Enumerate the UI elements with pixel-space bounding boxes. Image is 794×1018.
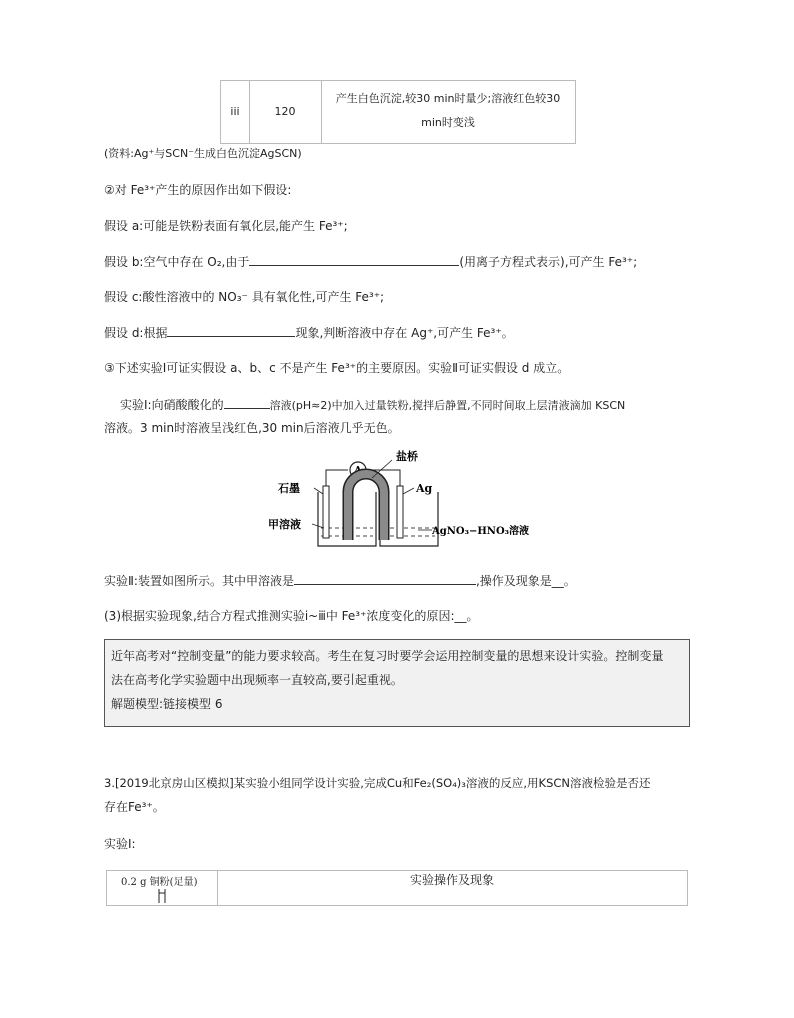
reagent-cell	[107, 871, 218, 905]
observation-line-1: 产生白色沉淀,较30 min时量少;溶液红色较30	[335, 92, 561, 105]
graphite-electrode	[323, 486, 329, 538]
question-3-stem-line-2: 存在Fe³⁺。	[104, 800, 165, 814]
hypothesis-b-prefix: 假设 b:空气中存在 O₂,由于	[104, 255, 250, 269]
table-time-cell: 120	[249, 81, 322, 143]
results-table	[220, 80, 576, 144]
galvanic-cell-diagram	[268, 450, 538, 562]
experiment-table	[106, 870, 688, 906]
hypothesis-c: 假设 c:酸性溶液中的 NO₃⁻ 具有氧化性,可产生 Fe³⁺;	[104, 290, 385, 304]
hypothesis-d	[104, 324, 514, 341]
experiment-2	[104, 572, 576, 589]
graphite-label: 石墨	[278, 482, 300, 495]
experiment-label: 实验Ⅰ:	[104, 837, 136, 851]
experiment-1-line-2: 溶液。3 min时溶液呈浅红色,30 min后溶液几乎无色。	[104, 421, 400, 435]
tip-box	[104, 639, 690, 727]
experiment-1-line-1	[120, 396, 625, 414]
tip-line-1: 近年高考对“控制变量”的能力要求较高。考生在复习时要学会运用控制变量的思想来设计实验。控制变量	[111, 649, 664, 663]
experiment-2-prefix: 实验Ⅱ:装置如图所示。其中甲溶液是	[104, 574, 294, 588]
liquid-lines	[321, 528, 435, 536]
silver-label: Ag	[416, 482, 433, 495]
solution-a-label: 甲溶液	[268, 518, 301, 531]
hypothesis-d-prefix: 假设 d:根据	[104, 326, 168, 340]
answer-blank-exp1[interactable]	[224, 396, 270, 409]
question-3-stem-line-1: 3.[2019北京房山区模拟]某实验小组同学设计实验,完成Cu和Fe₂(SO₄)₃溶液的反应,用KSCN溶液检验是否还	[104, 776, 651, 790]
source-note: (资料:Ag⁺与SCN⁻生成白色沉淀AgSCN)	[104, 147, 302, 160]
question-3-main: (3)根据实验现象,结合方程式推测实验ⅰ~ⅲ中 Fe³⁺浓度变化的原因:__。	[104, 609, 479, 623]
solution-b-label: AgNO₃−HNO₃溶液	[432, 526, 530, 537]
answer-blank-d[interactable]	[167, 324, 295, 337]
answer-blank-b[interactable]	[249, 253, 459, 266]
observation-line-2: min时变浅	[421, 116, 475, 129]
question-3-intro: ③下述实验Ⅰ可证实假设 a、b、c 不是产生 Fe³⁺的主要原因。实验Ⅱ可证实假设 d 成立。	[104, 361, 570, 375]
hypothesis-b-suffix: (用离子方程式表示),可产生 Fe³⁺;	[459, 255, 638, 269]
hypothesis-d-suffix: 现象,判断溶液中存在 Ag⁺,可产生 Fe³⁺。	[295, 326, 514, 340]
experiment-1-prefix: 实验Ⅰ:向硝酸酸化的	[120, 398, 224, 412]
table-header-operation: 实验操作及现象	[409, 873, 494, 887]
hypothesis-a: 假设 a:可能是铁粉表面有氧化层,能产生 Fe³⁺;	[104, 219, 348, 233]
test-tube-icon	[155, 889, 175, 903]
silver-electrode	[397, 486, 403, 538]
hypothesis-b	[104, 253, 637, 270]
experiment-1-suffix: 溶液(pH≈2)中加入过量铁粉,搅拌后静置,不同时间取上层清液滴加 KSCN	[269, 399, 626, 412]
ammeter-label: A	[353, 464, 363, 477]
reagent-label: 0.2 g 铜粉(足量)	[121, 877, 198, 888]
table-observation-cell	[321, 81, 575, 143]
tip-line-2: 法在高考化学实验题中出现频率一直较高,要引起重视。	[111, 673, 403, 687]
answer-blank-exp2[interactable]	[294, 572, 476, 585]
question-2-intro: ②对 Fe³⁺产生的原因作出如下假设:	[104, 183, 292, 197]
salt-bridge-label: 盐桥	[396, 450, 418, 463]
experiment-2-suffix: ,操作及现象是__。	[475, 574, 576, 588]
table-row-label: iii	[221, 81, 250, 143]
tip-line-3: 解题模型:链接模型 6	[111, 697, 223, 711]
